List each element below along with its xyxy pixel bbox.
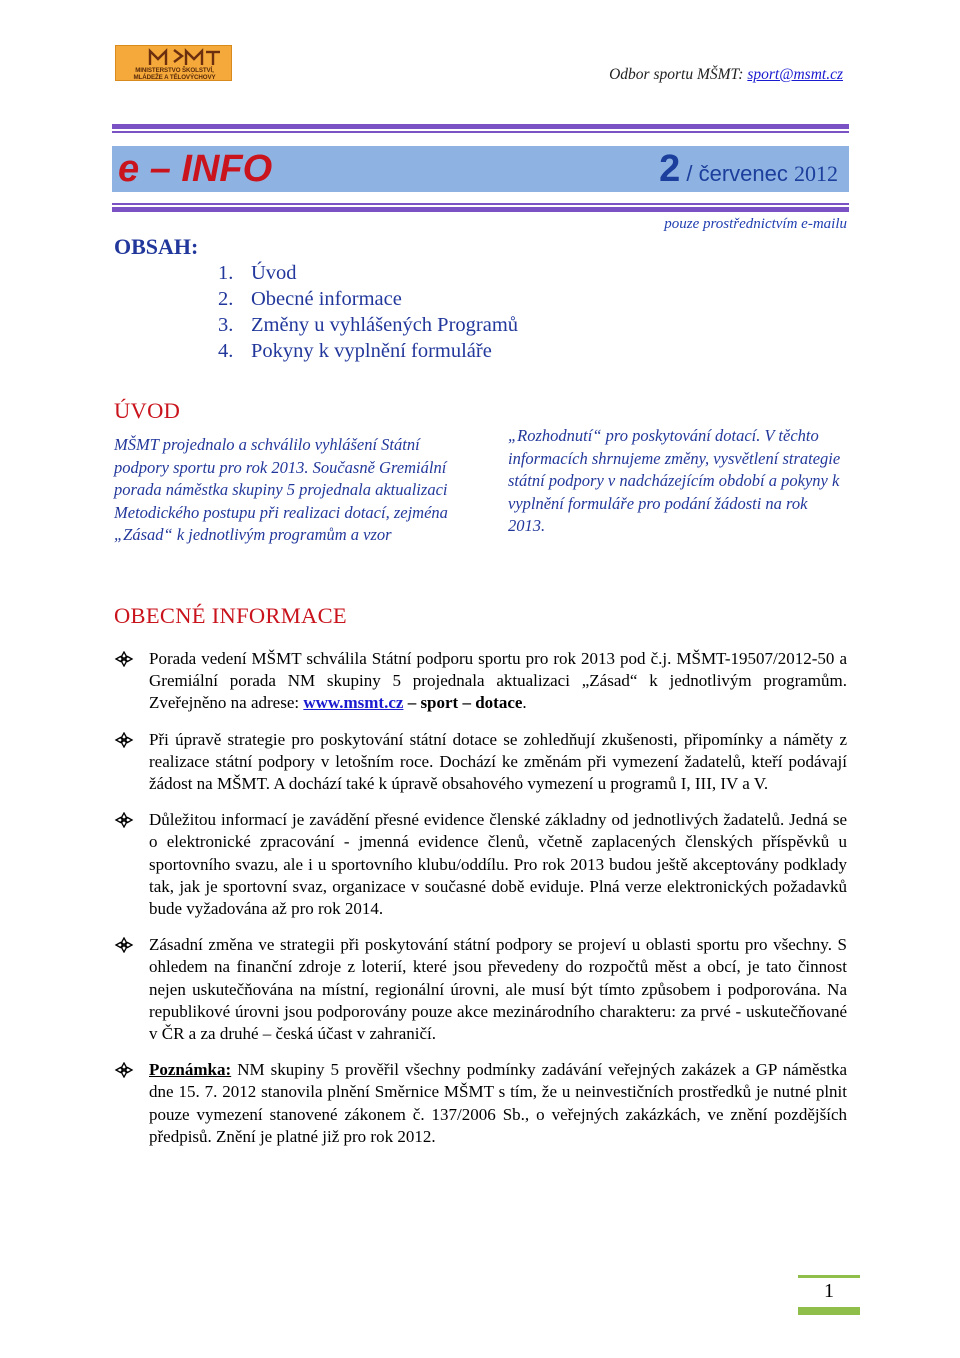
toc-heading: OBSAH: (114, 234, 199, 259)
ministry-logo (115, 45, 232, 81)
issue-number: 2 (659, 148, 681, 190)
msmt-logo-icon (116, 46, 233, 68)
toc-item-number: 4. (218, 340, 234, 362)
intro-heading: ÚVOD (114, 398, 181, 423)
header-contact (609, 66, 843, 84)
email-link[interactable]: sport@msmt.cz (747, 66, 843, 83)
intro-text-left: MŠMT projednalo a schválilo vyhlášení Státní podpory sportu pro rok 2013. Současně Gremiální porada náměstka skupiny 5 projednala aktualizaci Metodického postupu při realizaci dotací, zejména „Zásad“ k jednotlivým programům a vzor (114, 435, 448, 544)
general-heading: OBECNÉ INFORMACE (114, 603, 347, 628)
bottom-rule-thin (112, 203, 849, 205)
logo-caption (118, 67, 231, 81)
table-of-contents (218, 260, 518, 364)
department-label: Odbor sportu MŠMT: (609, 66, 744, 83)
logo-caption-line2: MLÁDEŽE A TĚLOVÝCHOVY (133, 74, 216, 81)
link-path-suffix: – sport – dotace (403, 693, 523, 713)
newsletter-title: e – INFO (118, 148, 273, 190)
diamond-bullet-icon (114, 732, 134, 748)
toc-item-label: Pokyny k vyplnění formuláře (251, 340, 492, 362)
diamond-bullet-icon (114, 937, 134, 953)
bullet-item (114, 1059, 847, 1148)
top-rule-thin (112, 131, 849, 133)
toc-item-number: 3. (218, 314, 234, 336)
toc-item[interactable] (218, 312, 518, 338)
newsletter-banner (112, 146, 849, 192)
issue-month: / červenec (680, 161, 794, 186)
note-label: Poznámka: (149, 1060, 232, 1080)
diamond-bullet-icon (114, 651, 134, 667)
distribution-note: pouze prostřednictvím e-mailu (664, 216, 847, 232)
toc-item-number: 2. (218, 288, 234, 310)
top-rule-thick (112, 124, 849, 129)
toc-item[interactable] (218, 286, 518, 312)
toc-item-number: 1. (218, 262, 234, 284)
diamond-bullet-icon (114, 1062, 134, 1078)
intro-text-right: „Rozhodnutí“ pro poskytování dotací. V těchto informacích shrnujeme změny, vysvětlení strategie státní podpory v nadcházejícím období a pokyny k vyplnění formuláře pro podání žádosti na rok 2013. (508, 426, 841, 535)
toc-item-label: Obecné informace (251, 288, 402, 310)
bullet-text: Důležitou informací je zavádění přesné evidence členské základny od jednotlivých žadatelů. Jedná se o elektronické zpracování - jmenná evidence členů, včetně zaplacených členských příspěvků u sportovního svazu, ale i u sportovního klubu/oddílu. Pro rok 2013 budou ještě akceptovány podklady tak, jak je sportovní svaz, organizace v současné době eviduje. Plná verze elektronických požadavků bude vyžadována až pro rok 2014. (149, 810, 847, 919)
page-number-top-rule (798, 1275, 860, 1278)
logo-caption-line1: MINISTERSTVO ŠKOLSTVÍ, (135, 67, 214, 74)
toc-item-label: Úvod (251, 262, 297, 284)
page-number-bottom-bar (798, 1307, 860, 1315)
page-number: 1 (824, 1280, 834, 1302)
bullet-text: Zásadní změna ve strategii při poskytování státní podpory se projeví u oblasti sportu pro všechny. S ohledem na finanční zdroje z loterií, které jsou převedeny do rozpočtů měst a obcí, je tato činnost nejen uskutečňována na místní, regionální úrovni, ale musí být tímto způsobem i podporována. Na republikové úrovni jsou podporovány pouze akce mezinárodního charakteru: za prvé - uskutečňované v ČR a za druhé – česká účast v zahraničí. (149, 935, 847, 1044)
issue-info (659, 146, 838, 200)
bullet-text: NM skupiny 5 prověřil všechny podmínky zadávání veřejných zakázek a GP náměstka dne 15. 7. 2012 stanovila plnění Směrnice MŠMT s tím, že u neinvestičních prostředků je nutné plnit pouze vymezení stanovené zákonem č. 137/2006 Sb., o veřejných zakázkách, ve znění pozdějších předpisů. Znění je platné již pro rok 2012. (149, 1060, 847, 1146)
toc-item[interactable] (218, 260, 518, 286)
bullet-item (114, 729, 847, 796)
toc-item-label: Změny u vyhlášených Programů (251, 314, 519, 336)
bullet-end: . (522, 693, 527, 713)
msmt-website-link[interactable]: www.msmt.cz (303, 693, 404, 713)
bottom-rule-thick (112, 207, 849, 212)
issue-year: 2012 (794, 161, 838, 186)
bullet-text: Při úpravě strategie pro poskytování státní dotace se zohledňují zkušenosti, připomínky a náměty z realizace státní podpory v letošním roce. Dochází ke změnám při vymezení žadatelů, kteří podávají žádost na MŠMT. A dochází také k úpravě obsahového vymezení u programů I, III, IV a V. (149, 729, 847, 794)
bullet-text: Porada vedení MŠMT schválila Státní podporu sportu pro rok 2013 pod č.j. MŠMT-19507/2012-50 a Gremiální porada NM skupiny 5 projednala aktualizaci „Zásad“ k jednotlivým programům. Zveřejněno na adrese: (149, 649, 847, 713)
bullet-item (114, 809, 847, 920)
general-bullet-list (114, 648, 847, 1162)
bullet-item (114, 648, 847, 715)
diamond-bullet-icon (114, 812, 134, 828)
toc-item[interactable] (218, 338, 518, 364)
bullet-item (114, 934, 847, 1045)
